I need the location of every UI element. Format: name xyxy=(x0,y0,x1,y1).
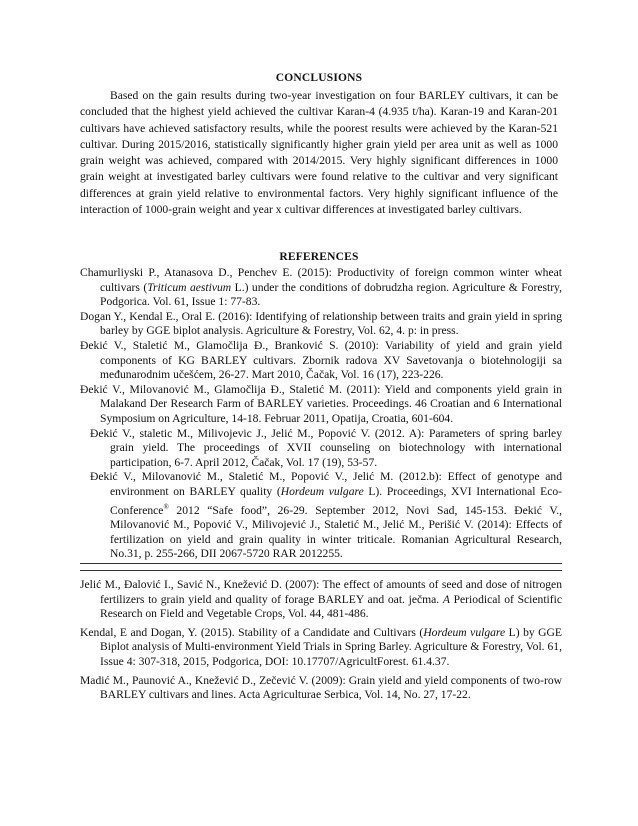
reference-item: Dogan Y., Kendal E., Oral E. (2016): Identifying of relationship between traits and grain yield in spring barley by GGE biplot analysis. Agriculture & Forestry, Vol. 62, 4. p: in press. xyxy=(80,309,562,338)
reference-item: Kendal, E and Dogan, Y. (2015). Stability of a Candidate and Cultivars (Hordeum vulgare L) by GGE Biplot analysis of Multi-environment Yield Trials in Spring Barley. Agriculture & Forestry, Vol. 61, Issue 4: 307-318, 2015, Podgorica, DOI: 10.17707/AgricultForest. 61.4.37. xyxy=(80,625,563,668)
divider-line xyxy=(80,570,562,571)
reference-item: Chamurliyski P., Atanasova D., Penchev E. (2015): Productivity of foreign common winter wheat cultivars (Triticum aestivum L.) under the conditions of dobrudzha region. Agriculture & Forestry, Podgorica. Vol. 61, Issue 1: 77-83. xyxy=(80,266,562,309)
reference-item: Jelić M., Đalović I., Savić N., Knežević D. (2007): The effect of amounts of seed and dose of nitrogen fertilizers to grain yield and quality of forage BARLEY and oat. ječma. A Periodical of Scientific Research on Field and Vegetable Crops, Vol. 44, 481-486. xyxy=(80,578,562,621)
reference-item: Đekić V., staletic M., Milivojevic J., Jelić M., Popović V. (2012. A): Parameters of spring barley grain yield. The proceedings of XVII counseling on biotechnology with international participation, 6-7. April 2012, Čačak, Vol. 17 (19), 53-57. xyxy=(90,426,562,469)
reference-list-bottom xyxy=(80,578,562,703)
references-heading: REFERENCES xyxy=(279,251,359,263)
divider-line xyxy=(80,563,562,564)
conclusions-heading: CONCLUSIONS xyxy=(275,72,363,84)
reference-item: Đekić V., Milovanović M., Staletić M., Popović V., Jelić M. (2012.b): Effect of genotype and environment on BARLEY quality (Hordeum vulgare L). Proceedings, XVI International Eco-Conference® 2012 “Safe food”, 26-29. September 2012, Novi Sad, 145-153. Đekić V., Milovanović M., Popović V., Milivojević J., Staletić M., Jelić M., Perišić V. (2014): Effects of fertilization on yield and grain quality in winter triticale. Romanian Agricultural Research, No.31, p. 255-266, DII 2067-5720 RAR 2012255. xyxy=(90,470,563,561)
reference-item: Đekić V., Milovanović M., Glamočlija Đ., Staletić M. (2011): Yield and components yield grain in Malakand Der Research Farm of BARLEY varieties. Proceedings. 46 Croatian and 6 International Symposium on Agriculture, 14-18. Februar 2011, Opatija, Croatia, 601-604. xyxy=(80,382,562,425)
reference-item: Madić M., Paunović A., Knežević D., Zečević V. (2009): Grain yield and yield components of two-row BARLEY cultivars and lines. Acta Agriculturae Serbica, Vol. 14, No. 27, 17-22. xyxy=(80,673,562,702)
reference-item: Đekić V., Staletić M., Glamočlija Đ., Branković S. (2010): Variability of yield and grain yield components of KG BARLEY cultivars. Zbornik radova XV Savetovanja o biotehnologiji sa međunarodnim učešćem, 26-27. Mart 2010, Čačak, Vol. 16 (17), 223-226. xyxy=(80,338,562,382)
conclusions-paragraph: Based on the gain results during two-year investigation on four BARLEY cultivars, it can be concluded that the highest yield achieved the cultivar Karan-4 (4.935 t/ha). Karan-19 and Karan-201 cultivars have achieved satisfactory results, while the poorest results were achieved by the Karan-521 cultivar. During 2015/2016, statistically significantly higher grain yield per area unit as well as 1000 grain weight was achieved, compared with 2014/2015. Very highly significant differences in 1000 grain weight at investigated barley cultivars were found relative to the cultivar and very significant differences at grain yield relative to environmental factors. Very highly significant influence of the interaction of 1000-grain weight and year x cultivar differences at investigated barley cultivars. xyxy=(80,89,558,217)
reference-list-top xyxy=(80,266,562,562)
